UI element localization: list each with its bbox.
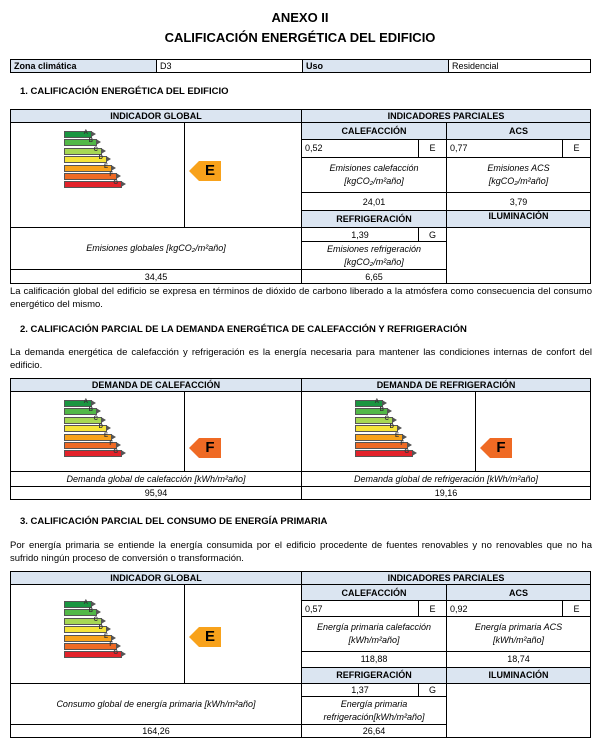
scale-letter-g: G [113,650,118,657]
calefaccion-header: CALEFACCIÓN [302,123,447,140]
scale-letter-b: B [379,407,385,414]
calef-letter: E [419,139,447,157]
rating-cell [185,123,302,228]
heat-scale-cell [11,392,185,472]
s3-acs-ep-value: 18,74 [447,651,591,667]
section1-title: 1. CALIFICACIÓN ENERGÉTICA DEL EDIFICIO [20,86,229,97]
cool-rating-badge: F [490,438,512,458]
scale-bar-e [355,434,403,441]
scale-bar-d [64,626,107,633]
cool-demand-header: DEMANDA DE REFRIGERACIÓN [302,379,591,392]
scale-bar-a [64,601,92,608]
section1-table [10,109,591,284]
page-title: CALIFICACIÓN ENERGÉTICA DEL EDIFICIO [164,30,436,45]
heat-rating-cell [185,392,302,472]
scale-letter-e: E [103,633,108,640]
iluminacion-empty [447,228,591,284]
iluminacion-header: ILUMINACIÓN [447,211,591,228]
scale-bar-a [355,400,383,407]
section2-table [10,378,591,500]
scale-letter-f: F [109,642,113,648]
refr-emissions-value: 6,65 [302,270,447,284]
scale-letter-g: G [113,180,118,187]
scale-letter-e: E [395,432,400,439]
section3-table [10,571,591,738]
scale-letter-b: B [88,407,93,414]
refr-emissions-label: Emisiones refrigeración [kgCO₂/m²año] [302,242,447,270]
section2-intro: La demanda energética de calefacción y refrigeración es la energía necesaria para mantener las condiciones internas de confort del edificio. [10,347,592,371]
partial-header: INDICADORES PARCIALES [302,110,591,123]
s3-acs-label: Energía primaria ACS [kWh/m²año] [447,617,591,652]
scale-bar-e [64,434,112,441]
scale-letter-c: C [93,415,98,422]
scale-letter-d: D [98,424,103,431]
scale-bar-d [64,156,107,163]
s3-calef-letter: E [419,601,447,617]
global-emissions-value: 34,45 [11,270,302,284]
scale-letter-f: F [400,441,405,447]
s3-global-value: 164,26 [11,725,302,738]
scale-letter-c: C [93,616,98,623]
cool-rating-cell [476,392,591,472]
scale-bar-a [64,131,92,138]
scale-bar-e [64,635,112,642]
scale-bar-b [355,408,388,415]
scale-letter-e: E [103,163,108,170]
scale-bar-g [64,651,122,658]
scale-bar-f [64,643,117,650]
scale-bar-f [355,442,408,449]
refr-value: 1,39 [302,228,419,242]
calef-emissions-label: Emisiones calefacción [kgCO₂/m²año] [302,157,447,193]
s3-refr-ep-value: 26,64 [302,725,447,738]
s3-iluminacion-empty [447,684,591,738]
acs-emissions-value: 3,79 [447,193,591,211]
s3-global-header: INDICADOR GLOBAL [11,572,302,585]
scale-bar-g [64,450,122,457]
scale-letter-g: G [113,449,118,456]
s3-refr-label: Energía primaria refrigeración[kWh/m²año] [302,697,447,725]
scale-letter-g: G [404,449,410,456]
scale-bar-a [64,400,92,407]
scale-bar-d [64,425,107,432]
scale-letter-a: A [83,130,88,136]
scale-letter-a: A [83,600,88,606]
global-emissions-label: Emisiones globales [kgCO₂/m²año] [11,228,302,270]
s3-refr-value: 1,37 [302,684,419,697]
s3-iluminacion-header: ILUMINACIÓN [447,667,591,683]
s3-rating-badge: E [199,627,221,647]
calef-value: 0,52 [302,139,419,157]
s3-calef-ep-value: 118,88 [302,651,447,667]
rating-badge: E [199,161,221,181]
scale-bar-c [64,148,102,155]
heat-demand-label: Demanda global de calefacción [kWh/m²año] [11,472,302,487]
scale-bar-c [64,417,102,424]
scale-bar-b [64,408,97,415]
acs-header: ACS [447,123,591,140]
scale-bar-c [355,417,393,424]
heat-demand-value: 95,94 [11,487,302,500]
section1-paragraph: La calificación global del edificio se expresa en términos de dióxido de carbono liberado a la atmósfera como consecuencia del consumo energético del mismo. [10,286,592,310]
scale-cell [11,123,185,228]
scale-letter-c: C [93,146,98,153]
s3-refr-letter: G [419,684,447,697]
s3-rating-cell [185,585,302,684]
cool-scale-cell [302,392,476,472]
scale-bar-d [355,425,398,432]
section2-title: 2. CALIFICACIÓN PARCIAL DE LA DEMANDA ENERGÉTICA DE CALEFACCIÓN Y REFRIGERACIÓN [20,324,467,335]
heat-rating-badge: F [199,438,221,458]
scale-letter-c: C [384,415,390,422]
scale-letter-d: D [98,155,103,162]
scale-letter-a: A [374,399,380,405]
section3-title: 3. CALIFICACIÓN PARCIAL DEL CONSUMO DE ENERGÍA PRIMARIA [20,516,328,527]
scale-bar-f [64,173,117,180]
scale-letter-b: B [88,138,93,145]
scale-letter-d: D [389,424,395,431]
scale-letter-a: A [83,399,88,405]
scale-bar-g [64,181,122,188]
heat-demand-header: DEMANDA DE CALEFACCIÓN [11,379,302,392]
s3-acs-header: ACS [447,585,591,601]
zona-value: D3 [157,60,303,73]
uso-value: Residencial [449,60,591,73]
refr-letter: G [419,228,447,242]
acs-emissions-label: Emisiones ACS [kgCO₂/m²año] [447,157,591,193]
zona-label: Zona climática [11,60,157,73]
s3-scale-cell [11,585,185,684]
info-table [10,59,591,73]
scale-bar-g [355,450,413,457]
s3-refrigeracion-header: REFRIGERACIÓN [302,667,447,683]
s3-calef-label: Energía primaria calefacción [kWh/m²año] [302,617,447,652]
scale-bar-c [64,618,102,625]
scale-bar-b [64,139,97,146]
annex-title: ANEXO II [271,10,329,25]
s3-acs-value: 0,92 [447,601,563,617]
s3-partial-header: INDICADORES PARCIALES [302,572,591,585]
cool-demand-value: 19,16 [302,487,591,500]
global-header: INDICADOR GLOBAL [11,110,302,123]
scale-letter-b: B [88,608,93,615]
scale-letter-d: D [98,625,103,632]
cool-demand-label: Demanda global de refrigeración [kWh/m²año] [302,472,591,487]
calef-emissions-value: 24,01 [302,193,447,211]
scale-letter-e: E [103,432,108,439]
acs-letter: E [563,139,591,157]
acs-value: 0,77 [447,139,563,157]
scale-letter-f: F [109,172,113,178]
refrigeracion-header: REFRIGERACIÓN [302,211,447,228]
uso-label: Uso [303,60,449,73]
s3-acs-letter: E [563,601,591,617]
section3-intro: Por energía primaria se entiende la energía consumida por el edificio procedente de fuentes renovables y no renovables que no ha sufrido ningún proceso de conversión o transformación. [10,540,592,564]
s3-global-label: Consumo global de energía primaria [kWh/m²año] [11,684,302,725]
s3-calefaccion-header: CALEFACCIÓN [302,585,447,601]
scale-bar-e [64,165,112,172]
s3-calef-value: 0,57 [302,601,419,617]
scale-letter-f: F [109,441,113,447]
scale-bar-f [64,442,117,449]
scale-bar-b [64,609,97,616]
